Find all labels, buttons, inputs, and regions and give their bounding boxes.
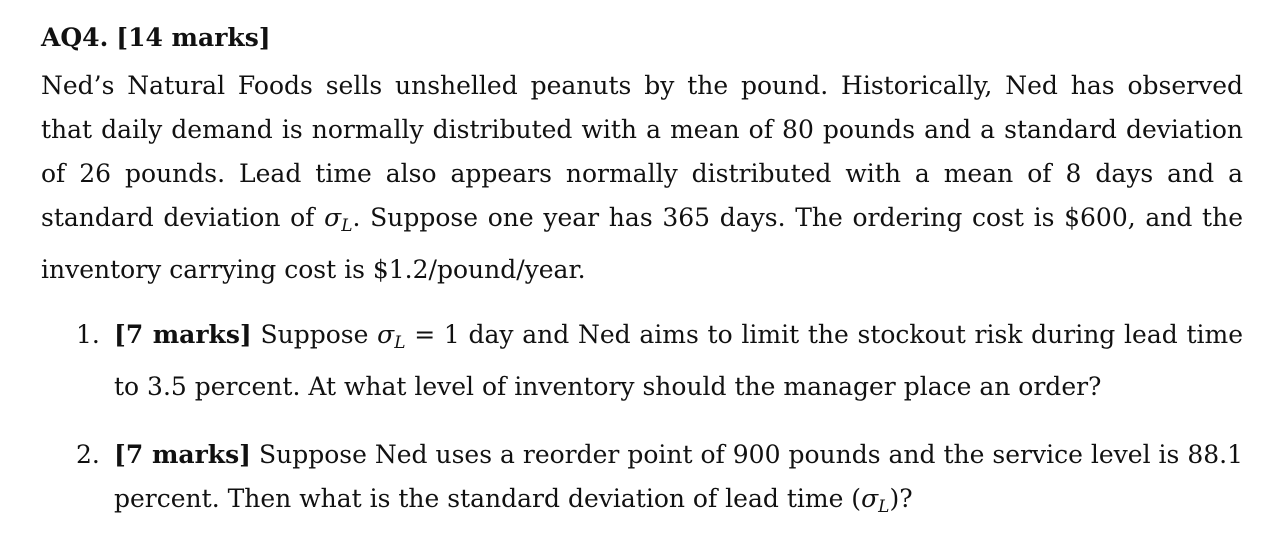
sigma-subscript: L xyxy=(341,216,353,236)
part-number: 2. xyxy=(76,440,100,469)
intro-text-2: . Suppose one year has 365 days. The ordering cost is $600, and the inventory carrying cost is $1.2/pound/year. xyxy=(41,203,1244,284)
question-marks: [14 marks] xyxy=(116,23,271,52)
part-1 xyxy=(76,313,1243,409)
question-intro xyxy=(41,64,1243,292)
part-marks: [7 marks] xyxy=(114,320,252,349)
question-heading xyxy=(41,22,271,54)
question-parts xyxy=(76,313,1243,529)
part-text-b: )? xyxy=(889,484,913,513)
sigma-symbol: σ xyxy=(861,484,879,513)
sigma-subscript: L xyxy=(878,497,890,517)
intro-text-1: Ned’s Natural Foods sells unshelled peanuts by the pound. Historically, Ned has observed that daily demand is normally distributed with a mean of 80 pounds and a standard deviation of 26 pounds. Lead time also appears normally distributed with a mean of 8 days and a standard deviation of xyxy=(41,71,1243,232)
part-text-a: Suppose xyxy=(251,320,378,349)
sigma-subscript: L xyxy=(394,333,406,353)
part-2 xyxy=(76,433,1243,529)
part-text-a: Suppose Ned uses a reorder point of 900 pounds and the service level is 88.1 percent. Then what is the standard deviation of lead time ( xyxy=(114,440,1243,513)
sigma-symbol: σ xyxy=(324,203,342,232)
part-number: 1. xyxy=(76,320,100,349)
question-id: AQ4. xyxy=(41,23,109,52)
sigma-symbol: σ xyxy=(377,320,395,349)
part-marks: [7 marks] xyxy=(114,440,251,469)
part-text-b: = 1 day and Ned aims to limit the stockout risk during lead time to 3.5 percent. At what level of inventory should the manager place an order? xyxy=(114,320,1243,401)
